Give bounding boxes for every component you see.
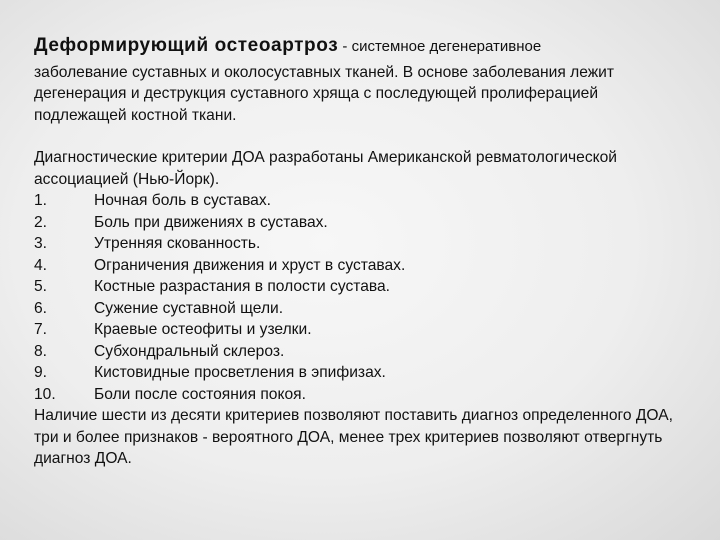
term-title-continuation: - системное дегенеративное (338, 38, 542, 55)
list-item (34, 384, 694, 406)
list-item-text: Боли после состояния покоя. (94, 385, 306, 403)
list-item-number: 1. (34, 192, 48, 209)
definition-heading (34, 35, 694, 58)
list-item-text: Ограничения движения и хруст в суставах. (94, 256, 406, 274)
definition-text: заболевание суставных и околосуставных тканей. В основе заболевания лежит дегенерация и деструкция суставного хряща с последующей пролиферацией подлежащей костной ткани. (34, 63, 614, 124)
list-item-text: Боль при движениях в суставах. (94, 213, 328, 231)
list-item-text: Костные разрастания в полости сустава. (94, 278, 391, 295)
list-item-text: Краевые остеофиты и узелки. (94, 321, 312, 338)
list-item (34, 233, 694, 255)
list-item-number: 9. (34, 364, 48, 381)
list-item (34, 212, 694, 234)
list-item-number: 8. (34, 342, 48, 360)
criteria-list (34, 190, 694, 405)
conclusion-text: Наличие шести из десяти критериев позволяют поставить диагноз определенного ДОА, три и более признаков - вероятного ДОА, менее трех критериев позволяют отвергнуть диагноз ДОА. (34, 407, 673, 467)
criteria-intro: Диагностические критерии ДОА разработаны Американской ревматологической ассоциацией (Нью-Йорк). (34, 149, 618, 188)
list-item-text: Субхондральный склероз. (94, 342, 285, 360)
list-item (34, 341, 694, 363)
list-item-number: 10. (34, 385, 56, 403)
term-title: Деформирующий остеоартроз (34, 35, 339, 56)
list-item (34, 362, 694, 384)
list-item-number: 2. (34, 213, 48, 231)
list-item-text: Кистовидные просветления в эпифизах. (94, 364, 386, 381)
list-item (34, 255, 694, 277)
list-item-number: 3. (34, 235, 48, 252)
list-item-number: 6. (34, 299, 48, 317)
list-item (34, 319, 694, 341)
list-item-text: Ночная боль в суставах. (94, 192, 271, 209)
list-item-number: 5. (34, 278, 48, 295)
list-item-number: 4. (34, 256, 48, 274)
list-item-number: 7. (34, 321, 48, 338)
list-item (34, 276, 694, 298)
slide-content (34, 35, 694, 470)
list-item-text: Утренняя скованность. (94, 235, 261, 252)
list-item-text: Сужение суставной щели. (94, 299, 284, 317)
list-item (34, 190, 694, 212)
list-item (34, 298, 694, 320)
